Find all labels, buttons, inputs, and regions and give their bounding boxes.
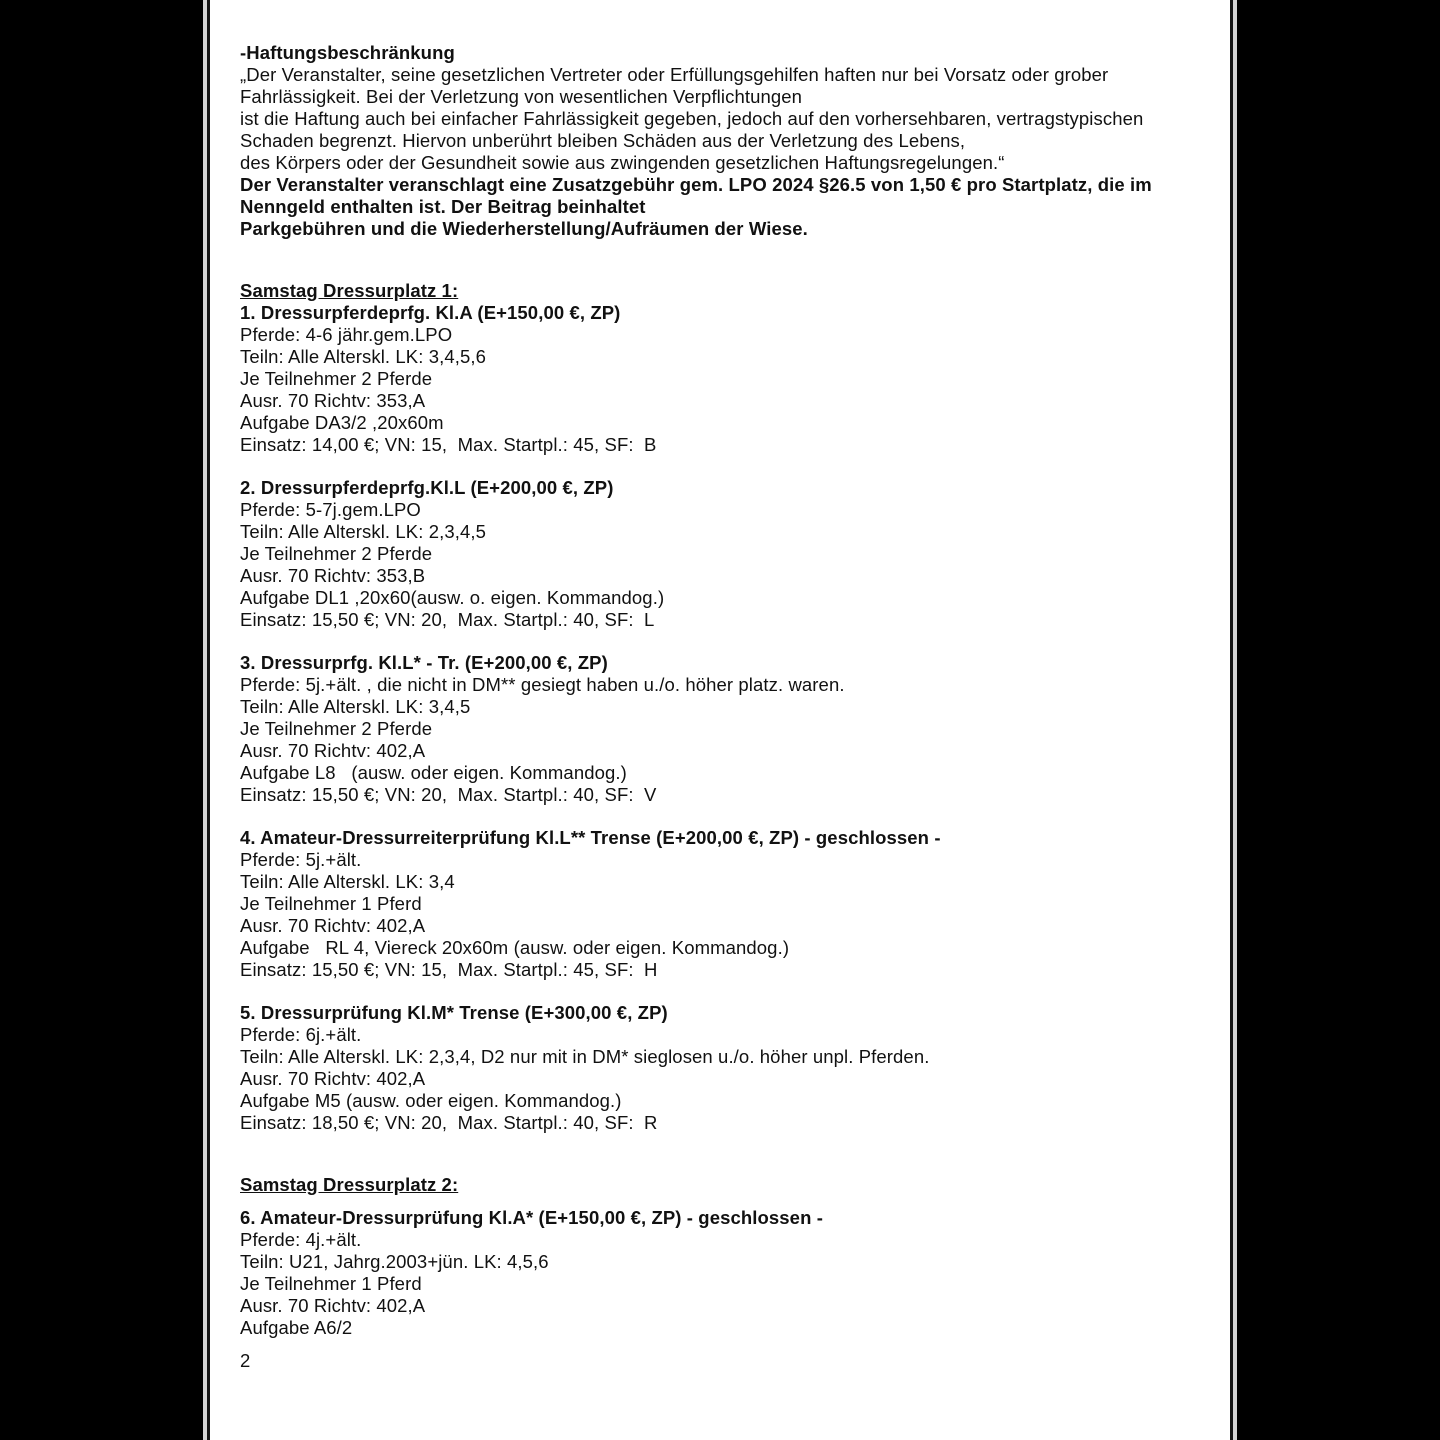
liability-heading: -Haftungsbeschränkung [240, 42, 455, 63]
page-number: 2 [240, 1350, 251, 1371]
class-detail-line: Je Teilnehmer 2 Pferde [240, 543, 433, 564]
section [240, 280, 1202, 1134]
class-detail-line: Aufgabe A6/2 [240, 1317, 353, 1338]
document-page [207, 0, 1233, 1440]
class-detail-line: Aufgabe M5 (ausw. oder eigen. Kommandog.) [240, 1090, 622, 1111]
liability-body-line: Fahrlässigkeit. Bei der Verletzung von wesentlichen Verpflichtungen [240, 86, 803, 107]
class-detail-line: Pferde: 6j.+ält. [240, 1024, 362, 1045]
class-detail-line: Einsatz: 15,50 €; VN: 15, Max. Startpl.: 45, SF: H [240, 959, 658, 980]
class-detail-line: Teiln: Alle Alterskl. LK: 2,3,4, D2 nur mit in DM* sieglosen u./o. höher unpl. Pferden. [240, 1046, 930, 1067]
class-detail-line: Einsatz: 15,50 €; VN: 20, Max. Startpl.: 40, SF: L [240, 609, 655, 630]
competition-class [240, 1002, 1202, 1134]
class-title: 3. Dressurprfg. Kl.L* - Tr. (E+200,00 €, ZP) [240, 652, 608, 673]
liability-fee-line: Nenngeld enthalten ist. Der Beitrag beinhaltet [240, 196, 646, 217]
liability-body-line: Schaden begrenzt. Hiervon unberührt bleiben Schäden aus der Verletzung des Lebens, [240, 130, 966, 151]
class-title: 1. Dressurpferdeprfg. Kl.A (E+150,00 €, ZP) [240, 302, 621, 323]
class-detail-line: Teiln: Alle Alterskl. LK: 3,4,5,6 [240, 346, 486, 367]
class-detail-line: Einsatz: 18,50 €; VN: 20, Max. Startpl.: 40, SF: R [240, 1112, 658, 1133]
liability-body-line: ist die Haftung auch bei einfacher Fahrlässigkeit gegeben, jedoch auf den vorhersehbaren, vertragstypischen [240, 108, 1144, 129]
class-detail-line: Ausr. 70 Richtv: 353,A [240, 390, 426, 411]
class-title: 4. Amateur-Dressurreiterprüfung Kl.L** Trense (E+200,00 €, ZP) - geschlossen - [240, 827, 941, 848]
class-title: 2. Dressurpferdeprfg.Kl.L (E+200,00 €, ZP) [240, 477, 614, 498]
class-detail-line: Aufgabe DL1 ,20x60(ausw. o. eigen. Kommandog.) [240, 587, 665, 608]
liability-fee-line: Parkgebühren und die Wiederherstellung/Aufräumen der Wiese. [240, 218, 808, 239]
schedule-sections [240, 280, 1202, 1339]
section [240, 1174, 1202, 1339]
section-heading: Samstag Dressurplatz 1: [240, 280, 459, 301]
liability-fee-line: Der Veranstalter veranschlagt eine Zusatzgebühr gem. LPO 2024 §26.5 von 1,50 € pro Startplatz, die im [240, 174, 1152, 195]
class-detail-line: Pferde: 5j.+ält. , die nicht in DM** gesiegt haben u./o. höher platz. waren. [240, 674, 845, 695]
class-detail-line: Ausr. 70 Richtv: 402,A [240, 1068, 426, 1089]
class-title: 6. Amateur-Dressurprüfung Kl.A* (E+150,00 €, ZP) - geschlossen - [240, 1207, 823, 1228]
class-detail-line: Pferde: 4j.+ält. [240, 1229, 362, 1250]
class-detail-line: Je Teilnehmer 1 Pferd [240, 1273, 422, 1294]
page-content [210, 0, 1230, 1372]
class-detail-line: Ausr. 70 Richtv: 402,A [240, 1295, 426, 1316]
liability-section [240, 42, 1202, 240]
section-heading: Samstag Dressurplatz 2: [240, 1174, 459, 1195]
class-detail-line: Je Teilnehmer 2 Pferde [240, 718, 433, 739]
competition-class [240, 302, 1202, 456]
liability-body-line: „Der Veranstalter, seine gesetzlichen Vertreter oder Erfüllungsgehilfen haften nur bei Vorsatz oder grober [240, 64, 1109, 85]
class-detail-line: Ausr. 70 Richtv: 402,A [240, 740, 426, 761]
class-detail-line: Je Teilnehmer 1 Pferd [240, 893, 422, 914]
class-detail-line: Aufgabe RL 4, Viereck 20x60m (ausw. oder eigen. Kommandog.) [240, 937, 790, 958]
class-detail-line: Pferde: 5-7j.gem.LPO [240, 499, 421, 520]
competition-class [240, 652, 1202, 806]
competition-class [240, 827, 1202, 981]
class-detail-line: Pferde: 5j.+ält. [240, 849, 362, 870]
class-detail-line: Aufgabe L8 (ausw. oder eigen. Kommandog.) [240, 762, 627, 783]
class-detail-line: Einsatz: 14,00 €; VN: 15, Max. Startpl.: 45, SF: B [240, 434, 657, 455]
class-detail-line: Teiln: U21, Jahrg.2003+jün. LK: 4,5,6 [240, 1251, 549, 1272]
class-detail-line: Je Teilnehmer 2 Pferde [240, 368, 433, 389]
class-title: 5. Dressurprüfung Kl.M* Trense (E+300,00 €, ZP) [240, 1002, 668, 1023]
class-detail-line: Teiln: Alle Alterskl. LK: 3,4 [240, 871, 455, 892]
class-detail-line: Ausr. 70 Richtv: 353,B [240, 565, 426, 586]
class-detail-line: Aufgabe DA3/2 ,20x60m [240, 412, 444, 433]
class-detail-line: Teiln: Alle Alterskl. LK: 3,4,5 [240, 696, 471, 717]
class-detail-line: Einsatz: 15,50 €; VN: 20, Max. Startpl.: 40, SF: V [240, 784, 657, 805]
competition-class [240, 477, 1202, 631]
liability-body-line: des Körpers oder der Gesundheit sowie aus zwingenden gesetzlichen Haftungsregelungen.“ [240, 152, 1005, 173]
competition-class [240, 1207, 1202, 1339]
class-detail-line: Pferde: 4-6 jähr.gem.LPO [240, 324, 453, 345]
class-detail-line: Ausr. 70 Richtv: 402,A [240, 915, 426, 936]
class-detail-line: Teiln: Alle Alterskl. LK: 2,3,4,5 [240, 521, 486, 542]
